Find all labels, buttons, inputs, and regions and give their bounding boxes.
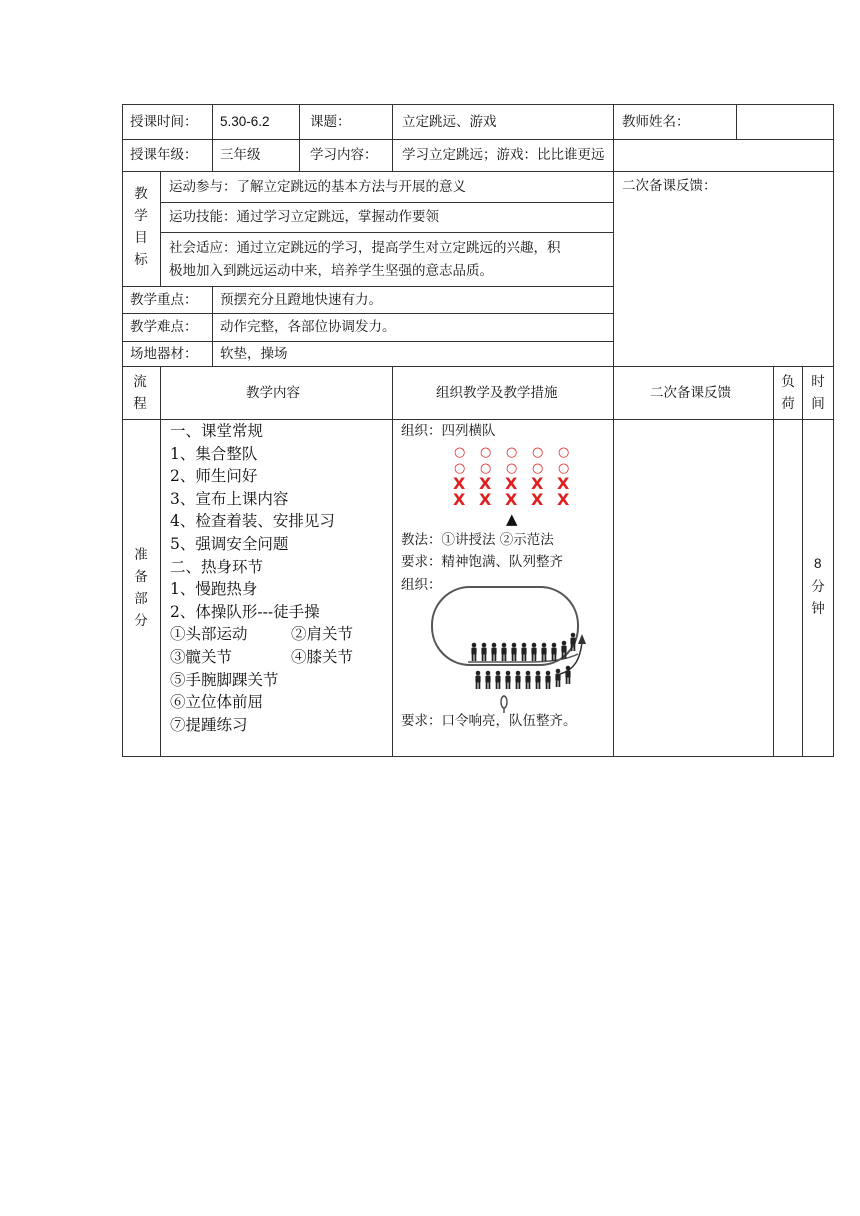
content-label: 学习内容：: [310, 147, 378, 163]
student-cross-icon: X: [505, 474, 518, 493]
teaching-method: 教法：①讲授法 ②示范法: [401, 532, 554, 548]
student-circle-icon: ○: [532, 445, 544, 460]
exercise-item: ②肩关节: [291, 625, 354, 644]
equipment-value: 软垫，操场: [220, 346, 288, 362]
student-circle-icon: ○: [506, 461, 518, 476]
student-cross-icon: X: [479, 474, 492, 493]
student-circle-icon: ○: [558, 445, 570, 460]
objective-social-line2: 极地加入到跳远运动中来，培养学生坚强的意志品质。: [169, 263, 493, 279]
objective-social-line1: 社会适应：通过立定跳远的学习，提高学生对立定跳远的兴趣，积: [169, 240, 561, 256]
table-line: [802, 366, 803, 757]
requirement-2: 要求：口令响亮，队伍整齐。: [401, 713, 577, 729]
table-line: [613, 104, 614, 367]
content-line: 1、慢跑热身: [170, 580, 258, 599]
column-load: 负荷: [781, 374, 795, 412]
table-line: [160, 171, 161, 287]
student-cross-icon: X: [557, 490, 570, 509]
section-time-unit: 分钟: [811, 579, 825, 617]
student-circle-icon: ○: [558, 461, 570, 476]
topic-value: 立定跳远、游戏: [402, 114, 497, 130]
time-label: 授课时间：: [130, 114, 198, 130]
teacher-triangle-icon: ▲: [506, 510, 518, 528]
teacher-label: 教师姓名：: [622, 114, 690, 130]
content-line: 2、师生问好: [170, 467, 258, 486]
table-line: [122, 286, 613, 287]
table-line: [392, 366, 393, 757]
student-circle-icon: ○: [480, 461, 492, 476]
section-time-number: 8: [814, 556, 822, 571]
content-line: 二、热身环节: [170, 557, 264, 576]
grade-label: 授课年级：: [130, 147, 198, 163]
column-content: 教学内容: [246, 385, 300, 401]
table-line: [160, 366, 161, 757]
grade-value: 三年级: [220, 147, 261, 163]
student-circle-icon: ○: [480, 445, 492, 460]
running-track-diagram: [428, 582, 610, 714]
student-cross-icon: X: [453, 490, 466, 509]
section-name: 准备部分: [134, 547, 148, 629]
content-line: 1、集合整队: [170, 444, 258, 463]
column-time: 时间: [811, 374, 825, 412]
content-line: ⑦提踵练习: [170, 715, 248, 734]
student-cross-icon: X: [479, 490, 492, 509]
difficulty-value: 动作完整，各部位协调发力。: [220, 319, 396, 335]
content-line: ⑤手腕脚踝关节: [170, 670, 279, 689]
student-circle-icon: ○: [506, 445, 518, 460]
table-line: [122, 139, 834, 140]
feedback-label: 二次备课反馈：: [622, 178, 717, 194]
objective-participation: 运动参与：了解立定跳远的基本方法与开展的意义: [169, 179, 466, 195]
equipment-label: 场地器材：: [130, 346, 198, 362]
table-line: [160, 232, 613, 233]
table-line: [392, 104, 393, 172]
table-line: [212, 286, 213, 367]
student-cross-icon: X: [531, 474, 544, 493]
table-line: [773, 366, 774, 757]
requirement-1: 要求：精神饱满、队列整齐: [401, 554, 563, 570]
key-point-label: 教学重点：: [130, 292, 198, 308]
table-line: [122, 341, 613, 342]
objective-skill: 运功技能：通过学习立定跳远，掌握动作要领: [169, 209, 439, 225]
content-line: 2、体操队形---徒手操: [170, 602, 320, 621]
exercise-item: ①头部运动: [170, 625, 248, 644]
table-line: [122, 313, 613, 314]
org-title: 组织：四列横队: [401, 423, 496, 439]
exercise-item: ④膝关节: [291, 648, 354, 666]
time-value: 5.30-6.2: [220, 114, 270, 129]
content-line: 5、强调安全问题: [170, 535, 289, 553]
table-line: [613, 366, 614, 757]
student-circle-icon: ○: [532, 461, 544, 476]
table-border-right: [833, 104, 834, 757]
table-line: [122, 171, 834, 172]
student-circle-icon: ○: [454, 461, 466, 476]
exercise-item: ③髋关节: [170, 648, 233, 666]
table-line: [122, 366, 834, 367]
content-line: 3、宣布上课内容: [170, 489, 289, 508]
table-border-left: [122, 104, 123, 757]
content-line: ⑥立位体前屈: [170, 693, 264, 712]
content-line: 4、检查着装、安排见习: [170, 512, 335, 531]
student-cross-icon: X: [505, 490, 518, 509]
topic-label: 课题：: [310, 114, 351, 130]
student-cross-icon: X: [557, 474, 570, 493]
key-point-value: 预摆充分且蹬地快速有力。: [220, 292, 382, 308]
student-circle-icon: ○: [454, 445, 466, 460]
table-line: [299, 104, 300, 172]
student-cross-icon: X: [531, 490, 544, 509]
org-title-2: 组织：: [401, 577, 442, 593]
column-process: 流程: [133, 374, 147, 412]
objectives-label: 教学目标: [134, 186, 148, 268]
content-value: 学习立定跳远；游戏：比比谁更远: [402, 147, 605, 163]
difficulty-label: 教学难点：: [130, 319, 198, 335]
student-cross-icon: X: [453, 474, 466, 493]
table-line: [212, 104, 213, 172]
content-line: 一、课堂常规: [170, 422, 264, 440]
table-line: [736, 104, 737, 140]
table-line: [160, 202, 613, 203]
table-border-top: [122, 104, 834, 105]
column-feedback: 二次备课反馈: [650, 385, 731, 401]
table-border-bottom: [122, 756, 834, 757]
column-organization: 组织教学及教学措施: [436, 385, 558, 401]
